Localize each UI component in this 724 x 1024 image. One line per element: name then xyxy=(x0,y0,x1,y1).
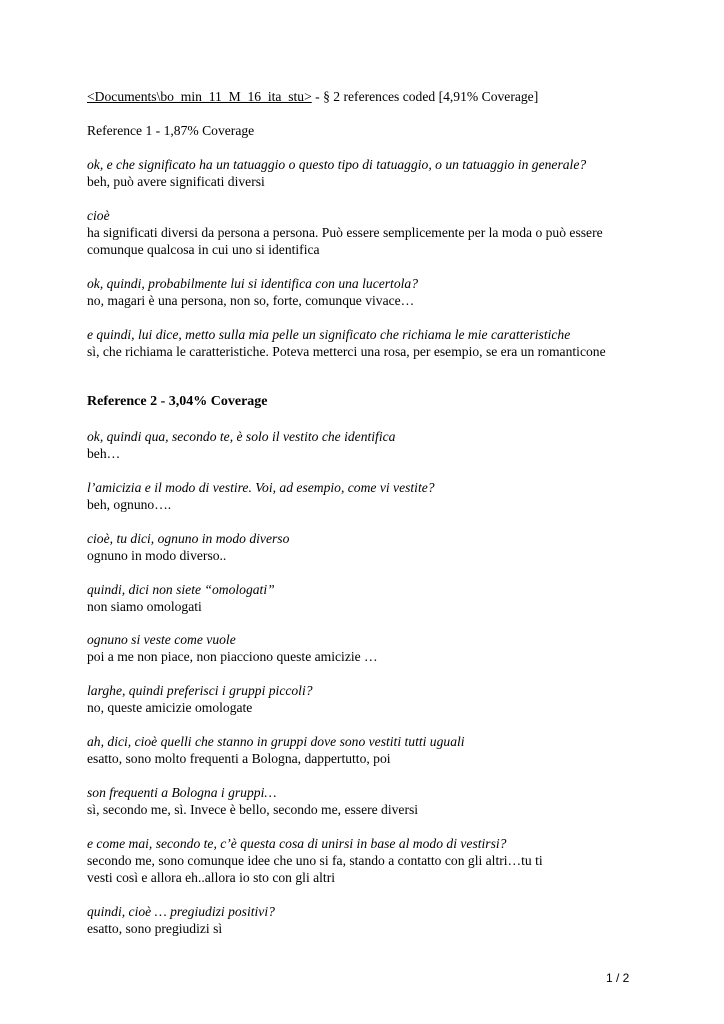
question-text: cioè, tu dici, ognuno in modo diverso xyxy=(87,531,290,546)
reference-1-title: Reference 1 - 1,87% Coverage xyxy=(87,123,255,138)
question-text: cioè xyxy=(87,208,110,223)
source-document-link[interactable]: <Documents\bo_min_11_M_16_ita_stu> xyxy=(87,89,312,104)
answer-text: non siamo omologati xyxy=(87,599,202,614)
answer-text: vesti così e allora eh..allora io sto con gli altri xyxy=(87,870,336,885)
answer-text: no, magari è una persona, non so, forte, comunque vivace… xyxy=(87,293,415,308)
question-text: ognuno si veste come vuole xyxy=(87,632,236,647)
question-text: larghe, quindi preferisci i gruppi piccoli? xyxy=(87,683,313,698)
coding-summary: - § 2 references coded [4,91% Coverage] xyxy=(311,89,539,104)
question-text: son frequenti a Bologna i gruppi… xyxy=(87,785,277,800)
question-text: quindi, cioè … pregiudizi positivi? xyxy=(87,904,275,919)
question-text: ok, quindi qua, secondo te, è solo il vestito che identifica xyxy=(87,429,396,444)
answer-text: sì, secondo me, sì. Invece è bello, secondo me, essere diversi xyxy=(87,802,419,817)
answer-text: ognuno in modo diverso.. xyxy=(87,548,227,563)
answer-text: beh, ognuno…. xyxy=(87,497,172,512)
question-text: ok, quindi, probabilmente lui si identifica con una lucertola? xyxy=(87,276,418,291)
answer-text: esatto, sono pregiudizi sì xyxy=(87,921,223,936)
reference-2-title: Reference 2 - 3,04% Coverage xyxy=(87,394,268,409)
question-text: l’amicizia e il modo di vestire. Voi, ad esempio, come vi vestite? xyxy=(87,480,435,495)
answer-text: beh… xyxy=(87,446,121,461)
answer-text: sì, che richiama le caratteristiche. Poteva metterci una rosa, per esempio, se era un romanticone xyxy=(87,344,606,359)
document-header xyxy=(87,88,538,105)
question-text: e quindi, lui dice, metto sulla mia pelle un significato che richiama le mie caratteristiche xyxy=(87,327,571,342)
question-text: ah, dici, cioè quelli che stanno in gruppi dove sono vestiti tutti uguali xyxy=(87,734,465,749)
answer-text: comunque qualcosa in cui uno si identifica xyxy=(87,242,320,257)
answer-text: no, queste amicizie omologate xyxy=(87,700,253,715)
question-text: e come mai, secondo te, c’è questa cosa di unirsi in base al modo di vestirsi? xyxy=(87,836,507,851)
answer-text: beh, può avere significati diversi xyxy=(87,174,265,189)
answer-text: poi a me non piace, non piacciono queste amicizie … xyxy=(87,649,378,664)
answer-text: ha significati diversi da persona a persona. Può essere semplicemente per la moda o può essere xyxy=(87,225,603,240)
question-text: ok, e che significato ha un tatuaggio o questo tipo di tatuaggio, o un tatuaggio in generale? xyxy=(87,157,587,172)
answer-text: secondo me, sono comunque idee che uno si fa, stando a contatto con gli altri…tu ti xyxy=(87,853,543,868)
answer-text: esatto, sono molto frequenti a Bologna, dappertutto, poi xyxy=(87,751,391,766)
page-number: 1 / 2 xyxy=(606,971,630,985)
question-text: quindi, dici non siete “omologati” xyxy=(87,582,275,597)
